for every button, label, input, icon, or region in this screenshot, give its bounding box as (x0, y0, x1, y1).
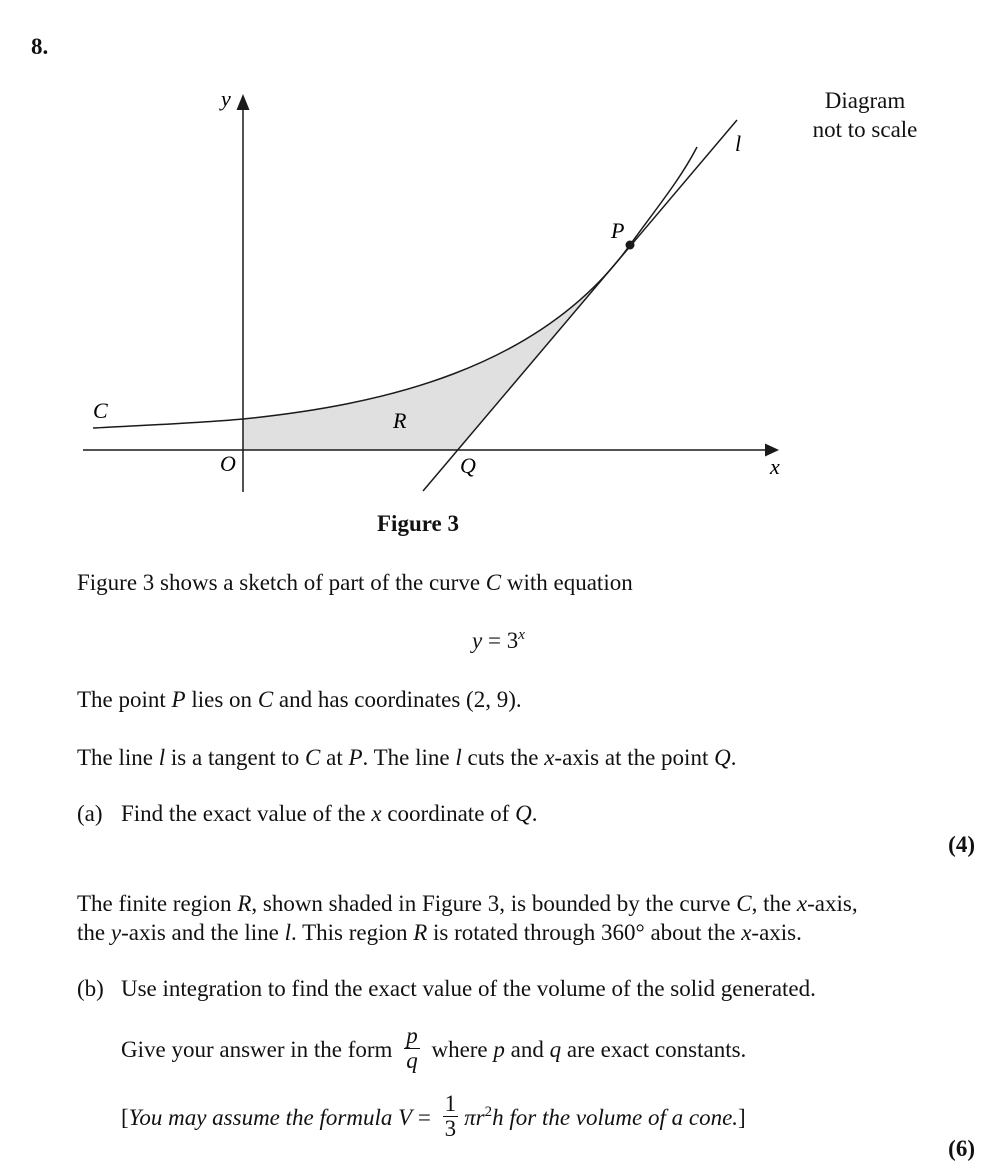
text-var-p: p (493, 1036, 505, 1062)
text-chunk: The finite region (77, 891, 232, 916)
origin-label: O (220, 451, 236, 476)
fraction-numerator: 1 (444, 1091, 457, 1116)
text-var-q: Q (714, 745, 731, 770)
hint-text: You may assume the formula (128, 1104, 393, 1130)
text-chunk: The line (77, 745, 153, 770)
text-var-q: Q (515, 801, 532, 826)
hint-pi-r: πr (464, 1104, 485, 1130)
text-chunk: , the (751, 891, 792, 916)
curve-c (93, 147, 697, 428)
text-chunk: are exact constants. (566, 1036, 747, 1062)
hint-var-h: h (492, 1104, 504, 1130)
text-var-x: x (741, 920, 752, 945)
region-text-line2 (77, 918, 802, 947)
text-chunk: lies on (191, 687, 253, 712)
text-var-l: l (455, 745, 462, 770)
intro-part-end: with equation (506, 570, 633, 595)
text-chunk: , shown shaded in Figure 3, is bounded by the curve (251, 891, 731, 916)
y-axis-arrowhead (237, 94, 250, 110)
hint-bracket-close: ] (738, 1104, 746, 1130)
point-p-dot (626, 241, 635, 250)
part-a-label: (a) (77, 801, 103, 826)
text-chunk: is a tangent to (170, 745, 300, 770)
text-chunk: coordinate of (387, 801, 510, 826)
text-chunk: and (510, 1036, 544, 1062)
text-chunk: is rotated through 360° about the (433, 920, 736, 945)
region-r-label: R (393, 408, 407, 433)
equation-exponent: x (518, 627, 525, 643)
text-chunk: Find the exact value of the (121, 801, 366, 826)
text-var-x: x (371, 801, 382, 826)
fraction-one-third (443, 1092, 459, 1141)
point-p-label: P (611, 218, 625, 243)
text-chunk: and has coordinates (2, 9). (278, 687, 522, 712)
part-a-text (121, 801, 537, 827)
text-var-x: x (796, 891, 808, 916)
text-var-x: x (544, 745, 555, 770)
hint-square: 2 (484, 1103, 493, 1120)
text-chunk: . This region (290, 920, 408, 945)
fraction-denominator: q (406, 1048, 418, 1073)
x-axis-label: x (770, 454, 780, 479)
intro-part: Figure 3 shows a sketch of part of the curve (77, 570, 481, 595)
hint-equals: = (417, 1104, 431, 1130)
y-axis-label: y (221, 86, 231, 111)
intro-text (77, 568, 633, 597)
diagram-note-line1: Diagram (824, 88, 906, 113)
text-var-c: C (257, 687, 274, 712)
text-var-p: P (348, 745, 363, 770)
text-chunk: at (326, 745, 343, 770)
part-b-text: Use integration to find the exact value of the volume of the solid generated. (121, 976, 816, 1001)
hint-var-v: V (398, 1104, 413, 1130)
intro-curve-c: C (485, 570, 502, 595)
part-b-marks: (6) (948, 1136, 975, 1161)
part-b-hint (121, 1091, 746, 1144)
text-chunk: the (77, 920, 106, 945)
text-chunk: Give your answer in the form (121, 1036, 393, 1062)
part-a-marks: (4) (948, 832, 975, 857)
text-chunk: . (531, 801, 538, 826)
text-chunk: -axis at the point (554, 745, 709, 770)
text-var-r: R (237, 891, 252, 916)
text-chunk: -axis, (807, 891, 858, 916)
region-text-line1 (77, 889, 858, 918)
hint-text-end: for the volume of a cone. (509, 1104, 739, 1130)
curve-c-label: C (93, 398, 108, 423)
hint-bracket-open: [ (121, 1104, 129, 1130)
question-number: 8. (31, 34, 49, 59)
diagram-note-line2: not to scale (812, 117, 918, 142)
line-l-label: l (735, 131, 742, 156)
text-var-c: C (736, 891, 752, 916)
equation-lhs: y (472, 628, 483, 653)
text-chunk: . The line (362, 745, 450, 770)
text-var-r: R (413, 920, 428, 945)
shaded-region-r (243, 245, 630, 450)
tangent-text (77, 743, 736, 772)
text-chunk: . (730, 745, 737, 770)
text-var-q: q (549, 1036, 562, 1062)
curve-equation (472, 628, 525, 654)
fraction-numerator: p (406, 1023, 418, 1048)
text-chunk: The point (77, 687, 166, 712)
text-var-y: y (110, 920, 122, 945)
fraction-denominator: 3 (444, 1116, 457, 1141)
text-var-c: C (305, 745, 321, 770)
figure-3-diagram (0, 0, 993, 540)
part-b-form-text (121, 1023, 747, 1076)
figure-caption: Figure 3 (377, 511, 459, 536)
text-var-l: l (284, 920, 291, 945)
text-chunk: -axis and the line (121, 920, 279, 945)
text-chunk: cuts the (467, 745, 539, 770)
equation-mid: = 3 (487, 628, 519, 653)
point-q-label: Q (460, 453, 476, 478)
text-chunk: -axis. (751, 920, 802, 945)
part-b-label: (b) (77, 976, 104, 1001)
text-var-p: P (171, 687, 186, 712)
fraction-p-over-q (404, 1024, 420, 1073)
tangent-line-l (423, 120, 737, 491)
text-var-l: l (158, 745, 166, 770)
text-chunk: where (431, 1036, 488, 1062)
point-p-text (77, 685, 522, 714)
